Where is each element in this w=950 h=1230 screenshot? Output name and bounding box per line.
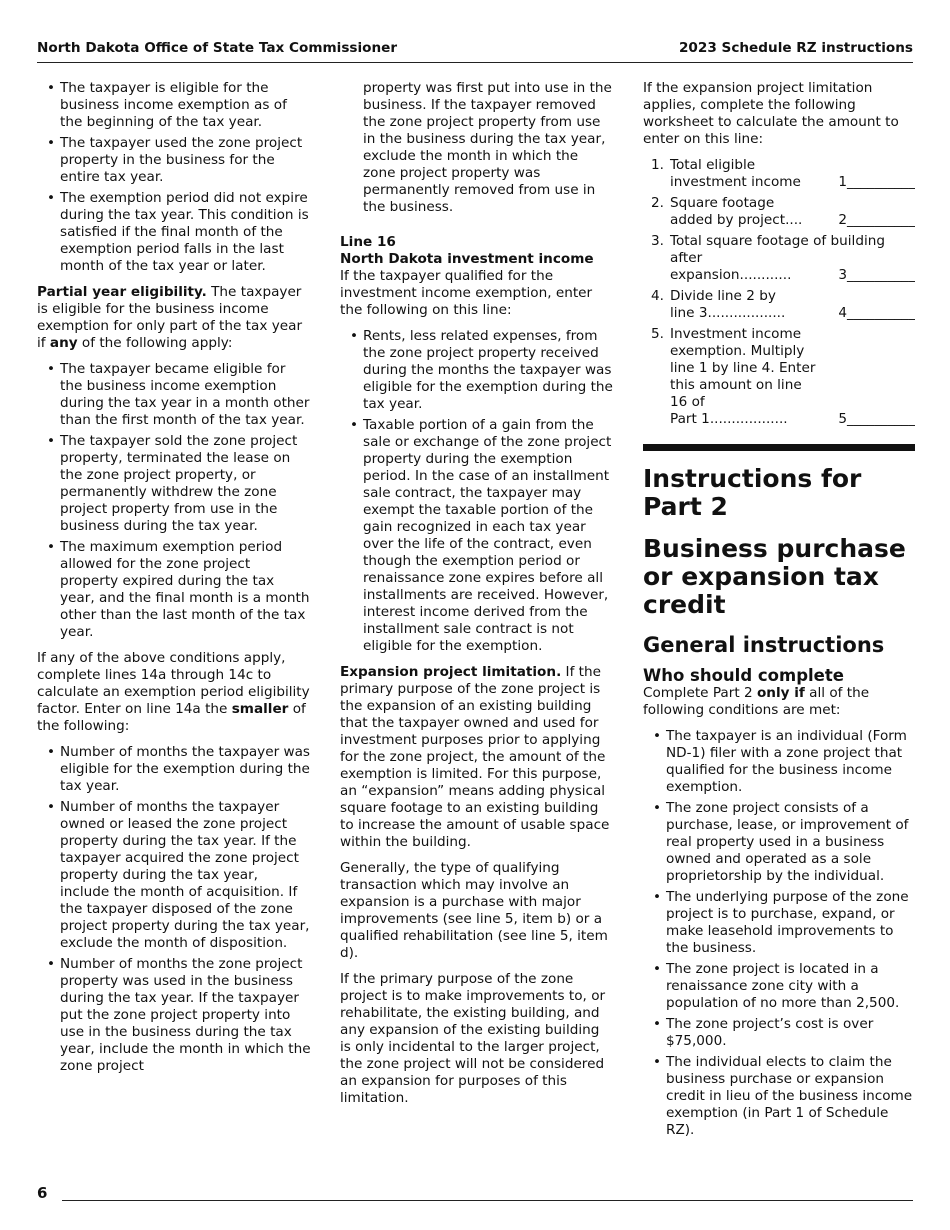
generally-paragraph: Generally, the type of qualifying transaction which may involve an expansion is a purchase with major improvements (see line 5, item b) or a qualified rehabilitation (see line 5, item d).	[340, 860, 608, 961]
footer-rule	[62, 1200, 913, 1201]
worksheet-intro: If the expansion project limitation applies, complete the following worksheet to calculate the amount to enter on this line:	[643, 80, 899, 147]
expansion-limitation-paragraph: Expansion project limitation. If the primary purpose of the zone project is the expansion of an existing building that the taxpayer owned and used for investment purposes prior to applying for the zone project, the amount of the exemption is limited. For this purpose, an “expansion” means adding physical square footage to an existing building to increase the amount of usable space within the building.	[340, 664, 610, 850]
section-divider	[643, 444, 915, 451]
expansion-limitation-title: Expansion project limitation.	[340, 664, 562, 680]
who-should-complete-text: Complete Part 2 only if all of the following conditions are met:	[643, 685, 870, 718]
list-item: • The maximum exemption period allowed for the zone project property expired during the tax year, and the final month is a month other than the last month of the tax year.	[60, 539, 311, 641]
worksheet-entry-blank: __________	[847, 267, 915, 283]
worksheet-line-1: 1. Total eligible investment income 1__________	[651, 157, 915, 190]
eligibility-list	[37, 80, 311, 275]
list-item: • The taxpayer became eligible for the business income exemption during the tax year in a month other than the first month of the tax year.	[60, 361, 311, 429]
list-item: • Taxable portion of a gain from the sale or exchange of the zone project property during the exemption period. In the case of an installment sale contract, the taxpayer may exempt the taxable portion of the gain recognized in each tax year over the life of the contract, even though the exemption period or renaissance zone expires before all installments are received. However, interest income derived from the installment sale contract is not eligible for the exemption.	[363, 417, 613, 655]
worksheet-line-4: 4. Divide line 2 by line 3 .................. 4__________	[651, 288, 915, 321]
worksheet-entry-blank: __________	[847, 174, 915, 190]
column-1	[37, 80, 311, 1084]
worksheet	[643, 157, 915, 428]
worksheet-line-5: 5. Investment income exemption. Multiply line 1 by line 4. Enter this amount on line 16 of Part 1 .................. 5__________	[651, 326, 915, 427]
worksheet-entry-blank: __________	[847, 212, 915, 228]
column-2	[340, 80, 613, 1116]
conditions-list	[643, 728, 915, 1139]
list-item: • Number of months the taxpayer was eligible for the exemption during the tax year.	[60, 744, 311, 795]
line-16-label: Line 16	[340, 234, 396, 250]
list-item: • The taxpayer used the zone project property in the business for the entire tax year.	[60, 135, 311, 186]
list-item: • The taxpayer is an individual (Form ND-1) filer with a zone project that qualified for the business income exemption.	[666, 728, 915, 796]
column-3	[643, 80, 915, 1148]
primary-purpose-paragraph: If the primary purpose of the zone project is to make improvements to, or rehabilitate, the existing building, and any expansion of the existing building is only incidental to the larger project, the zone project will not be considered an expansion for purposes of this limitation.	[340, 971, 606, 1106]
page-number: 6	[37, 1184, 48, 1202]
list-item: • The taxpayer sold the zone project property, terminated the lease on the zone project property, or permanently withdrew the zone project property from use in the business during the tax year.	[60, 433, 311, 535]
list-item: • The taxpayer is eligible for the business income exemption as of the beginning of the tax year.	[60, 80, 311, 131]
who-should-complete-heading: Who should complete	[643, 666, 844, 685]
worksheet-entry-blank: __________	[847, 305, 915, 321]
list-item: • The underlying purpose of the zone project is to purchase, expand, or make leasehold improvements to the business.	[666, 889, 915, 957]
list-item: • Number of months the zone project property was used in the business during the tax year. If the taxpayer put the zone project property into use in the business during the tax year, include the month in which the zone project	[60, 956, 311, 1075]
page-header	[37, 40, 913, 63]
list-item: • Rents, less related expenses, from the zone project property received during the months the taxpayer was eligible for the exemption during the tax year.	[363, 328, 613, 413]
worksheet-line-3: 3. Total square footage of building after expansion ............ 3__________	[651, 233, 915, 283]
header-agency: North Dakota Office of State Tax Commissioner	[37, 40, 398, 56]
worksheet-line-2: 2. Square footage added by project .... 2__________	[651, 195, 915, 228]
months-list	[37, 744, 311, 1075]
investment-income-list	[340, 328, 613, 655]
line-16-title: North Dakota investment income	[340, 251, 594, 267]
list-item: • The exemption period did not expire during the tax year. This condition is satisfied if the final month of the exemption period falls in the last month of the tax year or later.	[60, 190, 311, 275]
list-item-continuation: property was first put into use in the business. If the taxpayer removed the zone project property from use in the business during the tax year, exclude the month in which the zone project property was permanently removed from use in the business.	[363, 80, 612, 215]
part-2-heading: Instructions for Part 2	[643, 464, 862, 521]
list-item: • The zone project is located in a renaissance zone city with a population of no more than 2,500.	[666, 961, 915, 1012]
line-16-intro: If the taxpayer qualified for the investment income exemption, enter the following on this line:	[340, 268, 593, 318]
partial-year-title: Partial year eligibility.	[37, 284, 207, 300]
list-item: • Number of months the taxpayer owned or leased the zone project property during the tax year. If the taxpayer acquired the zone project property during the tax year, include the month of acquisition. If the taxpayer disposed of the zone project property during the tax year, exclude the month of disposition.	[60, 799, 311, 952]
conditions-paragraph: If any of the above conditions apply, complete lines 14a through 14c to calculate an exemption period eligibility factor. Enter on line 14a the smaller of the following:	[37, 650, 310, 734]
list-item: • The individual elects to claim the business purchase or expansion credit in lieu of the business income exemption (in Part 1 of Schedule RZ).	[666, 1054, 915, 1139]
partial-year-list	[37, 361, 311, 641]
general-instructions-heading: General instructions	[643, 633, 885, 657]
credit-heading: Business purchase or expansion tax credit	[643, 534, 906, 619]
header-doc-title: 2023 Schedule RZ instructions	[678, 40, 913, 56]
worksheet-entry-blank: __________	[847, 411, 915, 427]
list-item: • The zone project’s cost is over $75,000.	[666, 1016, 915, 1050]
partial-year-paragraph: Partial year eligibility. The taxpayer is eligible for the business income exemption for only part of the tax year if any of the following apply:	[37, 284, 303, 351]
list-item: • The zone project consists of a purchase, lease, or improvement of real property used in a business owned and operated as a sole proprietorship by the individual.	[666, 800, 915, 885]
